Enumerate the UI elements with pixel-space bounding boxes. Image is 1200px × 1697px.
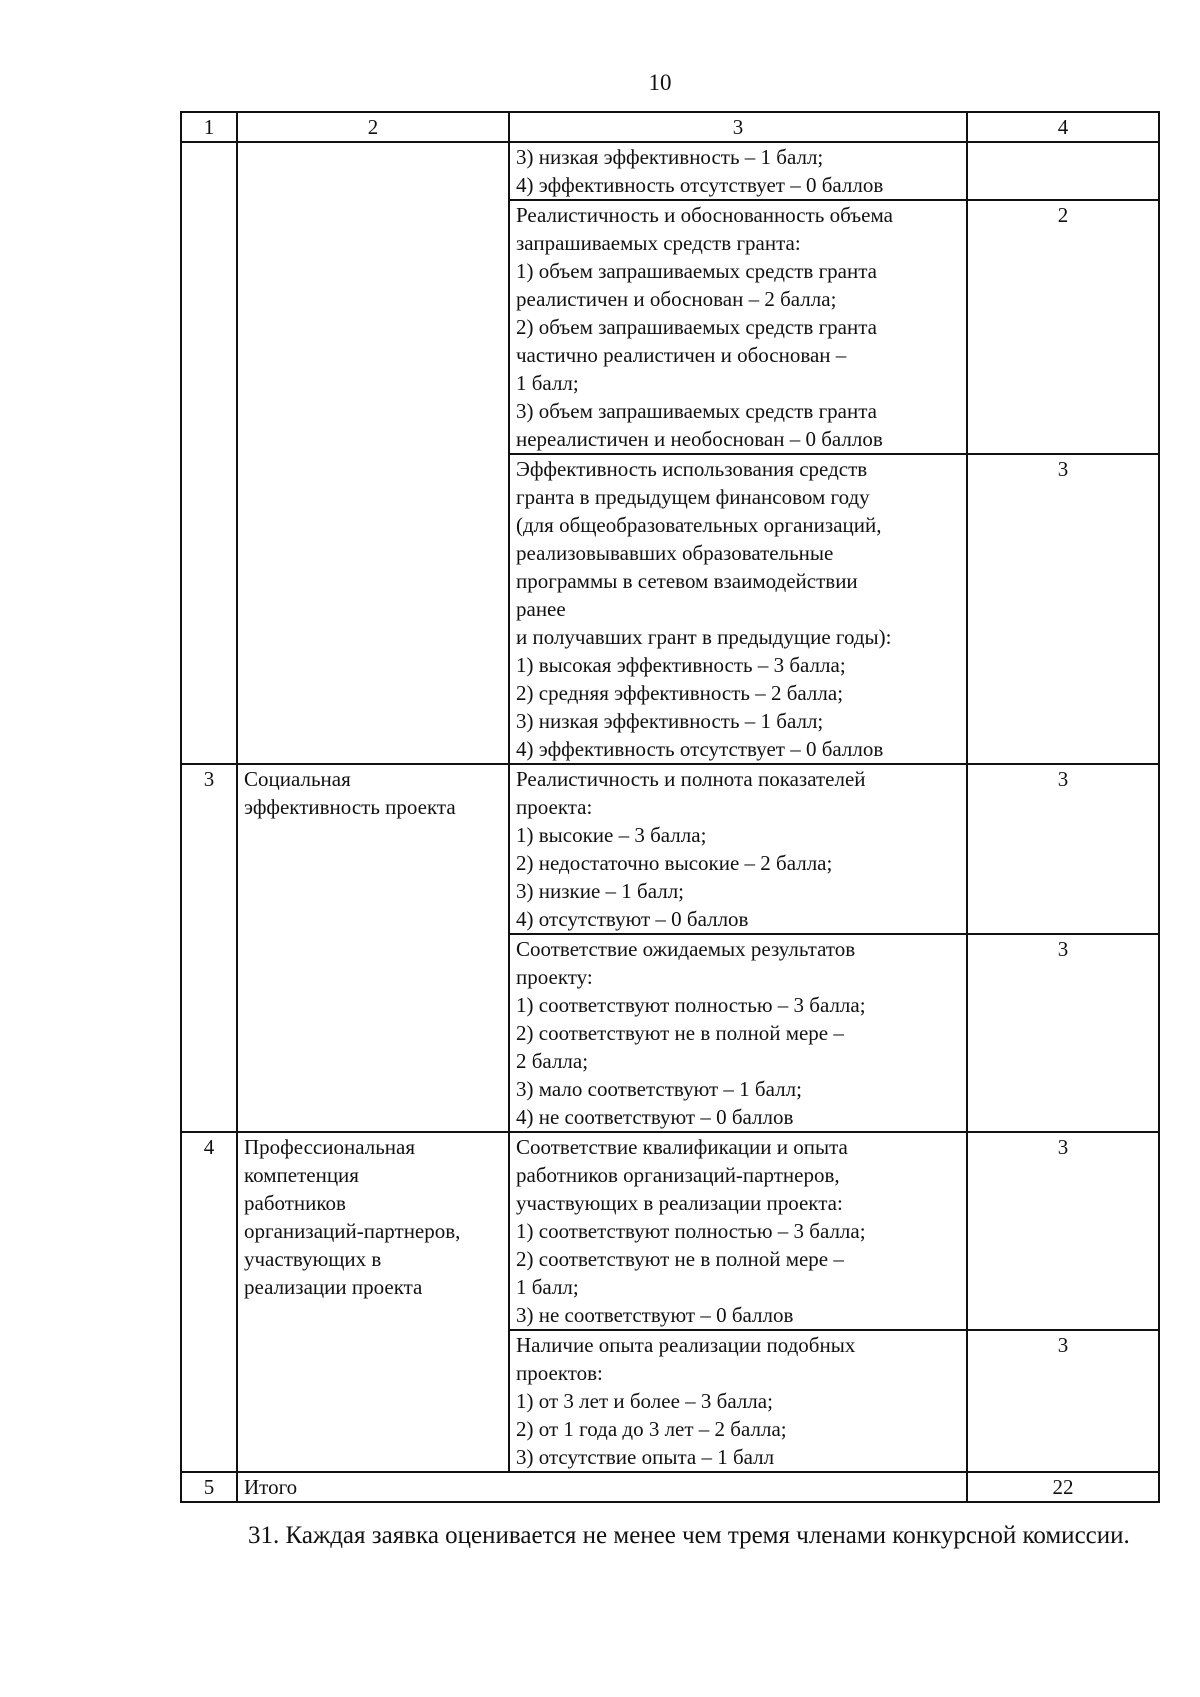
criterion-name — [237, 142, 509, 764]
criterion-number: 4 — [181, 1132, 237, 1472]
indicator-line: 3) не соответствуют – 0 баллов — [516, 1303, 794, 1327]
indicator-line: (для общеобразовательных организаций, — [516, 513, 882, 537]
indicator-line: 3) низкие – 1 балл; — [516, 879, 685, 903]
indicator-line: частично реалистичен и обоснован – — [516, 343, 847, 367]
indicator-line: 3) отсутствие опыта – 1 балл — [516, 1445, 775, 1469]
evaluation-criteria-table — [180, 111, 1160, 1503]
max-score: 3 — [967, 764, 1159, 934]
indicator-line: 3) объем запрашиваемых средств гранта — [516, 399, 877, 423]
indicator-line: 1 балл; — [516, 1275, 579, 1299]
indicator-line: 1 балл; — [516, 371, 579, 395]
indicator-description — [509, 200, 967, 454]
indicator-line: 1) высокая эффективность – 3 балла; — [516, 653, 846, 677]
criterion-name-line: работников — [244, 1191, 346, 1215]
indicator-line: Реалистичность и обоснованность объема — [516, 203, 893, 227]
indicator-line: проекта: — [516, 795, 593, 819]
indicator-description — [509, 934, 967, 1132]
table-row — [181, 142, 1159, 200]
indicator-line: запрашиваемых средств гранта: — [516, 231, 801, 255]
indicator-line: 2) соответствуют не в полной мере – — [516, 1247, 844, 1271]
indicator-line: 2 балла; — [516, 1049, 589, 1073]
indicator-line: 3) мало соответствуют – 1 балл; — [516, 1077, 802, 1101]
indicator-line: 1) соответствуют полностью – 3 балла; — [516, 993, 866, 1017]
indicator-line: работников организаций-партнеров, — [516, 1163, 840, 1187]
criterion-name — [237, 764, 509, 1132]
max-score — [967, 142, 1159, 200]
criterion-number — [181, 142, 237, 764]
indicator-line: Соответствие квалификации и опыта — [516, 1135, 848, 1159]
indicator-line: 3) низкая эффективность – 1 балл; — [516, 709, 824, 733]
total-label: Итого — [237, 1472, 967, 1502]
criterion-name-line: компетенция — [244, 1163, 359, 1187]
max-score: 3 — [967, 934, 1159, 1132]
indicator-line: участвующих в реализации проекта: — [516, 1191, 843, 1215]
indicator-line: 1) высокие – 3 балла; — [516, 823, 707, 847]
header-cell: 1 — [181, 112, 237, 142]
table-row — [181, 764, 1159, 934]
indicator-line: проекту: — [516, 965, 593, 989]
indicator-line: Эффективность использования средств — [516, 457, 868, 481]
indicator-line: 1) от 3 лет и более – 3 балла; — [516, 1389, 773, 1413]
indicator-line: нереалистичен и необоснован – 0 баллов — [516, 427, 883, 451]
indicator-line: ранее — [516, 597, 566, 621]
indicator-line: 2) соответствуют не в полной мере – — [516, 1021, 844, 1045]
indicator-description — [509, 142, 967, 200]
indicator-line: Реалистичность и полнота показателей — [516, 767, 866, 791]
indicator-line: 2) объем запрашиваемых средств гранта — [516, 315, 877, 339]
header-cell: 3 — [509, 112, 967, 142]
paragraph-text: 31. Каждая заявка оценивается не менее чем тремя членами конкурсной комиссии. — [248, 1522, 1130, 1549]
total-row — [181, 1472, 1159, 1502]
indicator-line: реализовывавших образовательные — [516, 541, 834, 565]
indicator-line: Соответствие ожидаемых результатов — [516, 937, 856, 961]
max-score: 3 — [967, 1132, 1159, 1330]
indicator-description — [509, 1132, 967, 1330]
page-number: 10 — [648, 70, 672, 95]
total-number: 5 — [181, 1472, 237, 1502]
criterion-number: 3 — [181, 764, 237, 1132]
criterion-name-line: эффективность проекта — [244, 795, 456, 819]
indicator-line: Наличие опыта реализации подобных — [516, 1333, 856, 1357]
indicator-line: проектов: — [516, 1361, 603, 1385]
total-score: 22 — [967, 1472, 1159, 1502]
indicator-line: 3) низкая эффективность – 1 балл; — [516, 145, 824, 169]
indicator-line: гранта в предыдущем финансовом году — [516, 485, 870, 509]
indicator-line: 2) недостаточно высокие – 2 балла; — [516, 851, 833, 875]
max-score: 3 — [967, 454, 1159, 764]
max-score: 2 — [967, 200, 1159, 454]
indicator-line: 4) эффективность отсутствует – 0 баллов — [516, 737, 884, 761]
indicator-description — [509, 1330, 967, 1472]
criterion-name-line: организаций-партнеров, — [244, 1219, 461, 1243]
indicator-line: 4) отсутствуют – 0 баллов — [516, 907, 749, 931]
indicator-description — [509, 764, 967, 934]
indicator-line: 1) объем запрашиваемых средств гранта — [516, 259, 877, 283]
header-cell: 4 — [967, 112, 1159, 142]
criterion-name-line: участвующих в — [244, 1247, 382, 1271]
header-cell: 2 — [237, 112, 509, 142]
criterion-name-line: Профессиональная — [244, 1135, 416, 1159]
criterion-name-line: Социальная — [244, 767, 351, 791]
table-header-row — [181, 112, 1159, 142]
indicator-line: реалистичен и обоснован – 2 балла; — [516, 287, 837, 311]
indicator-line: и получавших грант в предыдущие годы): — [516, 625, 892, 649]
table-row — [181, 1132, 1159, 1330]
indicator-line: программы в сетевом взаимодействии — [516, 569, 858, 593]
indicator-line: 1) соответствуют полностью – 3 балла; — [516, 1219, 866, 1243]
indicator-line: 2) от 1 года до 3 лет – 2 балла; — [516, 1417, 787, 1441]
paragraph-31 — [180, 1518, 1158, 1554]
indicator-line: 4) эффективность отсутствует – 0 баллов — [516, 173, 884, 197]
criterion-name — [237, 1132, 509, 1472]
max-score: 3 — [967, 1330, 1159, 1472]
indicator-line: 2) средняя эффективность – 2 балла; — [516, 681, 844, 705]
indicator-line: 4) не соответствуют – 0 баллов — [516, 1105, 794, 1129]
criterion-name-line: реализации проекта — [244, 1275, 423, 1299]
indicator-description — [509, 454, 967, 764]
